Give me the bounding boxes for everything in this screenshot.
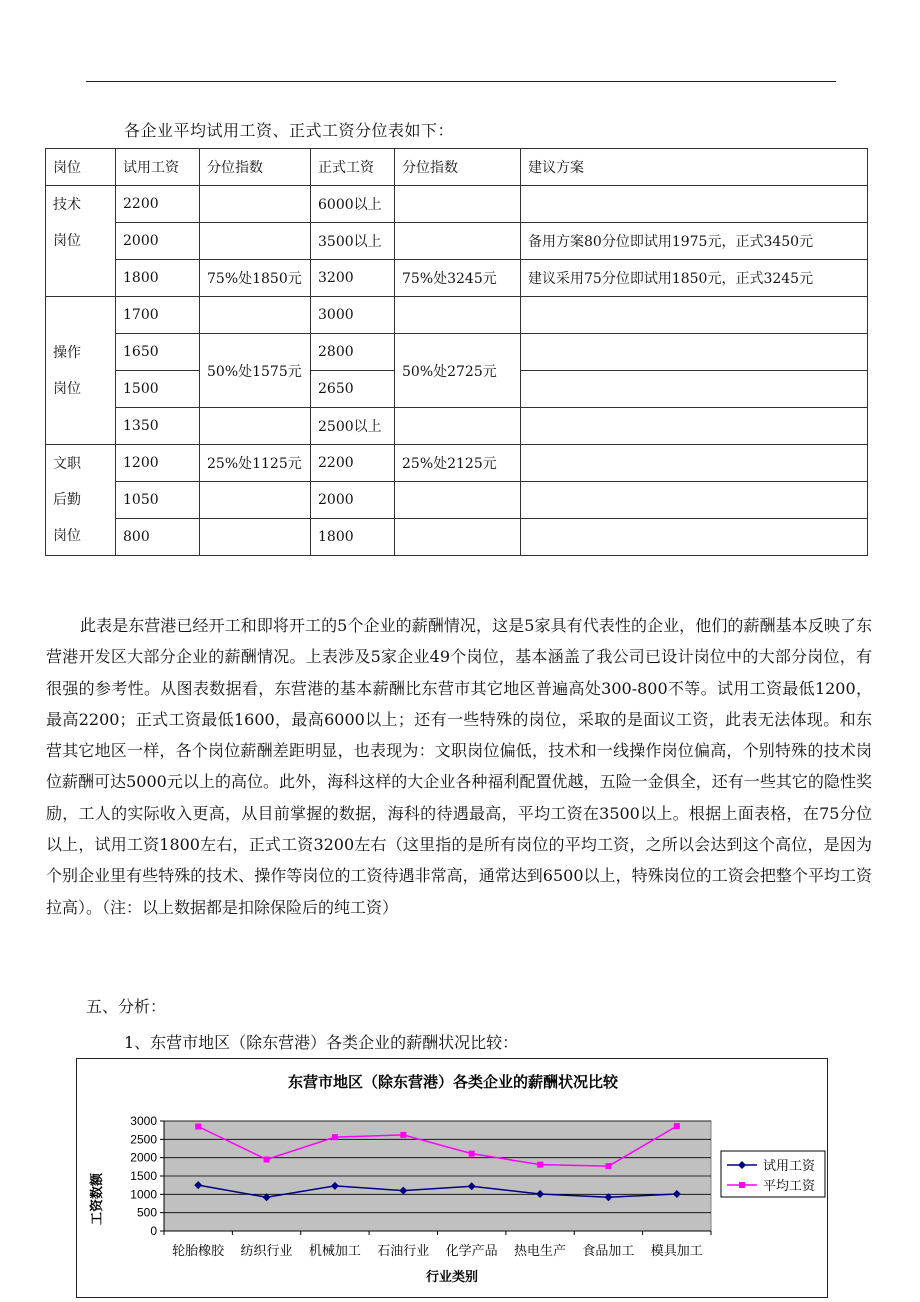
x-tick-label: 食品加工: [582, 1243, 635, 1258]
trial-percentile-cell: [200, 519, 311, 556]
trial-wage-cell: 2200: [116, 186, 200, 223]
chart-legend: [721, 1151, 825, 1197]
trial-wage-cell: 2000: [116, 223, 200, 260]
table-row: [46, 519, 868, 556]
trial-percentile-cell: [200, 297, 311, 334]
trial-percentile-cell: 25%处1125元: [200, 445, 311, 482]
y-tick-label: 2000: [130, 1150, 157, 1165]
plan-cell: [521, 297, 868, 334]
plan-cell: 建议采用75分位即试用1850元，正式3245元: [521, 260, 868, 297]
formal-percentile-cell: [395, 223, 521, 260]
salary-percentile-table: [45, 148, 868, 556]
plan-cell: [521, 482, 868, 519]
table-row: [46, 445, 868, 482]
formal-wage-cell: 3500以上: [311, 223, 395, 260]
legend-label: 平均工资: [763, 1178, 816, 1193]
group-label: 操作: [53, 344, 81, 361]
data-point: [537, 1162, 543, 1168]
trial-wage-cell: 1800: [116, 260, 200, 297]
trial-wage-cell: 1650: [116, 334, 200, 371]
group-cell-ops: [46, 297, 116, 445]
trial-percentile-cell: 75%处1850元: [200, 260, 311, 297]
trial-wage-cell: 1500: [116, 371, 200, 408]
trial-wage-cell: 1700: [116, 297, 200, 334]
formal-wage-cell: 2500以上: [311, 408, 395, 445]
trial-percentile-cell: 50%处1575元: [200, 334, 311, 408]
table-row: [46, 297, 868, 334]
group-label: 技术: [53, 197, 81, 213]
data-point: [195, 1124, 201, 1130]
legend-marker-avg: [739, 1182, 745, 1188]
formal-wage-cell: 6000以上: [311, 186, 395, 223]
table-row: [46, 408, 868, 445]
header-cell: 试用工资: [116, 149, 200, 186]
group-label: 岗位: [53, 528, 81, 544]
trial-wage-cell: 1050: [116, 482, 200, 519]
table-caption: 各企业平均试用工资、正式工资分位表如下：: [124, 121, 455, 140]
group-cell-tech: [46, 186, 116, 297]
x-tick-label: 纺织行业: [240, 1243, 293, 1258]
formal-percentile-cell: [395, 482, 521, 519]
formal-wage-cell: 3200: [311, 260, 395, 297]
y-tick-label: 2500: [130, 1132, 157, 1147]
data-point: [469, 1151, 475, 1157]
formal-percentile-cell: [395, 297, 521, 334]
plan-cell: [521, 445, 868, 482]
header-cell: 分位指数: [200, 149, 311, 186]
plan-cell: [521, 334, 868, 371]
group-label: 文职: [53, 456, 81, 472]
plan-cell: [521, 371, 868, 408]
trial-wage-cell: 1350: [116, 408, 200, 445]
table-header-row: [46, 149, 868, 186]
formal-percentile-cell: 50%处2725元: [395, 334, 521, 408]
formal-percentile-cell: [395, 408, 521, 445]
y-tick-label: 500: [136, 1205, 157, 1220]
legend-label: 试用工资: [763, 1158, 816, 1173]
formal-wage-cell: 1800: [311, 519, 395, 556]
trial-wage-cell: 1200: [116, 445, 200, 482]
trial-percentile-cell: [200, 408, 311, 445]
trial-percentile-cell: [200, 223, 311, 260]
x-tick-label: 化学产品: [445, 1243, 498, 1258]
trial-wage-cell: 800: [116, 519, 200, 556]
formal-percentile-cell: [395, 186, 521, 223]
body-paragraph: 此表是东营港已经开工和即将开工的5个企业的薪酬情况，这是5家具有代表性的企业，他们的薪酬基本反映了东营港开发区大部分企业的薪酬情况。上表涉及5家企业49个岗位，基本涵盖了我公司已设计岗位中的大部分岗位，有很强的参考性。从图表数据看，东营港的基本薪酬比东营市其它地区普遍高处300-800不等。试用工资最低1200，最高2200；正式工资最低1600，最高6000以上；还有一些特殊的岗位，采取的是面议工资，此表无法体现。和东营其它地区一样，各个岗位薪酬差距明显，也表现为：文职岗位偏低，技术和一线操作岗位偏高，个别特殊的技术岗位薪酬可达5000元以上的高位。此外，海科这样的大企业各种福利配置优越，五险一金俱全，还有一些其它的隐性奖励，工人的实际收入更高，从目前掌握的数据，海科的待遇最高，平均工资在3500以上。根据上面表格，在75分位以上，试用工资1800左右，正式工资3200左右（这里指的是所有岗位的平均工资，之所以会达到这个高位，是因为个别企业里有些特殊的技术、操作等岗位的工资待遇非常高，通常达到6500以上，特殊岗位的工资会把整个平均工资拉高）。（注：以上数据都是扣除保险后的纯工资）: [46, 616, 872, 917]
formal-wage-cell: 2800: [311, 334, 395, 371]
data-point: [605, 1163, 611, 1169]
data-point: [264, 1157, 270, 1163]
trial-percentile-cell: [200, 186, 311, 223]
table-row: [46, 186, 868, 223]
header-rule: [86, 81, 836, 82]
y-tick-label: 3000: [130, 1114, 157, 1128]
data-point: [332, 1134, 338, 1140]
group-label: 岗位: [53, 380, 81, 397]
formal-percentile-cell: 75%处3245元: [395, 260, 521, 297]
y-tick-label: 1500: [130, 1169, 157, 1183]
y-tick-label: 0: [150, 1224, 157, 1238]
group-cell-clerical: [46, 445, 116, 556]
chart-frame: [76, 1058, 828, 1298]
plan-cell: [521, 519, 868, 556]
table-row: [46, 334, 868, 371]
x-tick-label: 轮胎橡胶: [172, 1243, 225, 1258]
plan-cell: [521, 408, 868, 445]
table-row: [46, 260, 868, 297]
formal-percentile-cell: 25%处2125元: [395, 445, 521, 482]
data-point: [400, 1132, 406, 1138]
formal-wage-cell: 2200: [311, 445, 395, 482]
header-cell: 岗位: [46, 149, 116, 186]
plan-cell: 备用方案80分位即试用1975元，正式3450元: [521, 223, 868, 260]
x-axis-label: 行业类别: [425, 1269, 479, 1284]
formal-wage-cell: 3000: [311, 297, 395, 334]
formal-wage-cell: 2650: [311, 371, 395, 408]
plan-cell: [521, 186, 868, 223]
header-cell: 建议方案: [521, 149, 868, 186]
table-row: [46, 482, 868, 519]
wage-comparison-line-chart: [77, 1059, 827, 1297]
chart-title: 东营市地区（除东营港）各类企业的薪酬状况比较: [287, 1074, 619, 1091]
x-tick-label: 热电生产: [514, 1243, 567, 1258]
sub-heading: 1、东营市地区（除东营港）各类企业的薪酬状况比较：: [124, 1033, 519, 1052]
header-cell: 分位指数: [395, 149, 521, 186]
formal-percentile-cell: [395, 519, 521, 556]
section-heading: 五、分析：: [86, 997, 167, 1016]
x-tick-label: 石油行业: [377, 1243, 430, 1258]
data-point: [674, 1123, 680, 1129]
x-tick-label: 模具加工: [650, 1243, 703, 1258]
table-row: [46, 223, 868, 260]
trial-percentile-cell: [200, 482, 311, 519]
group-label: 岗位: [53, 233, 81, 249]
formal-wage-cell: 2000: [311, 482, 395, 519]
group-label: 后勤: [53, 492, 81, 508]
y-axis-label: 工资数额: [89, 1172, 104, 1226]
y-tick-label: 1000: [130, 1187, 157, 1202]
header-cell: 正式工资: [311, 149, 395, 186]
x-tick-label: 机械加工: [308, 1243, 361, 1258]
